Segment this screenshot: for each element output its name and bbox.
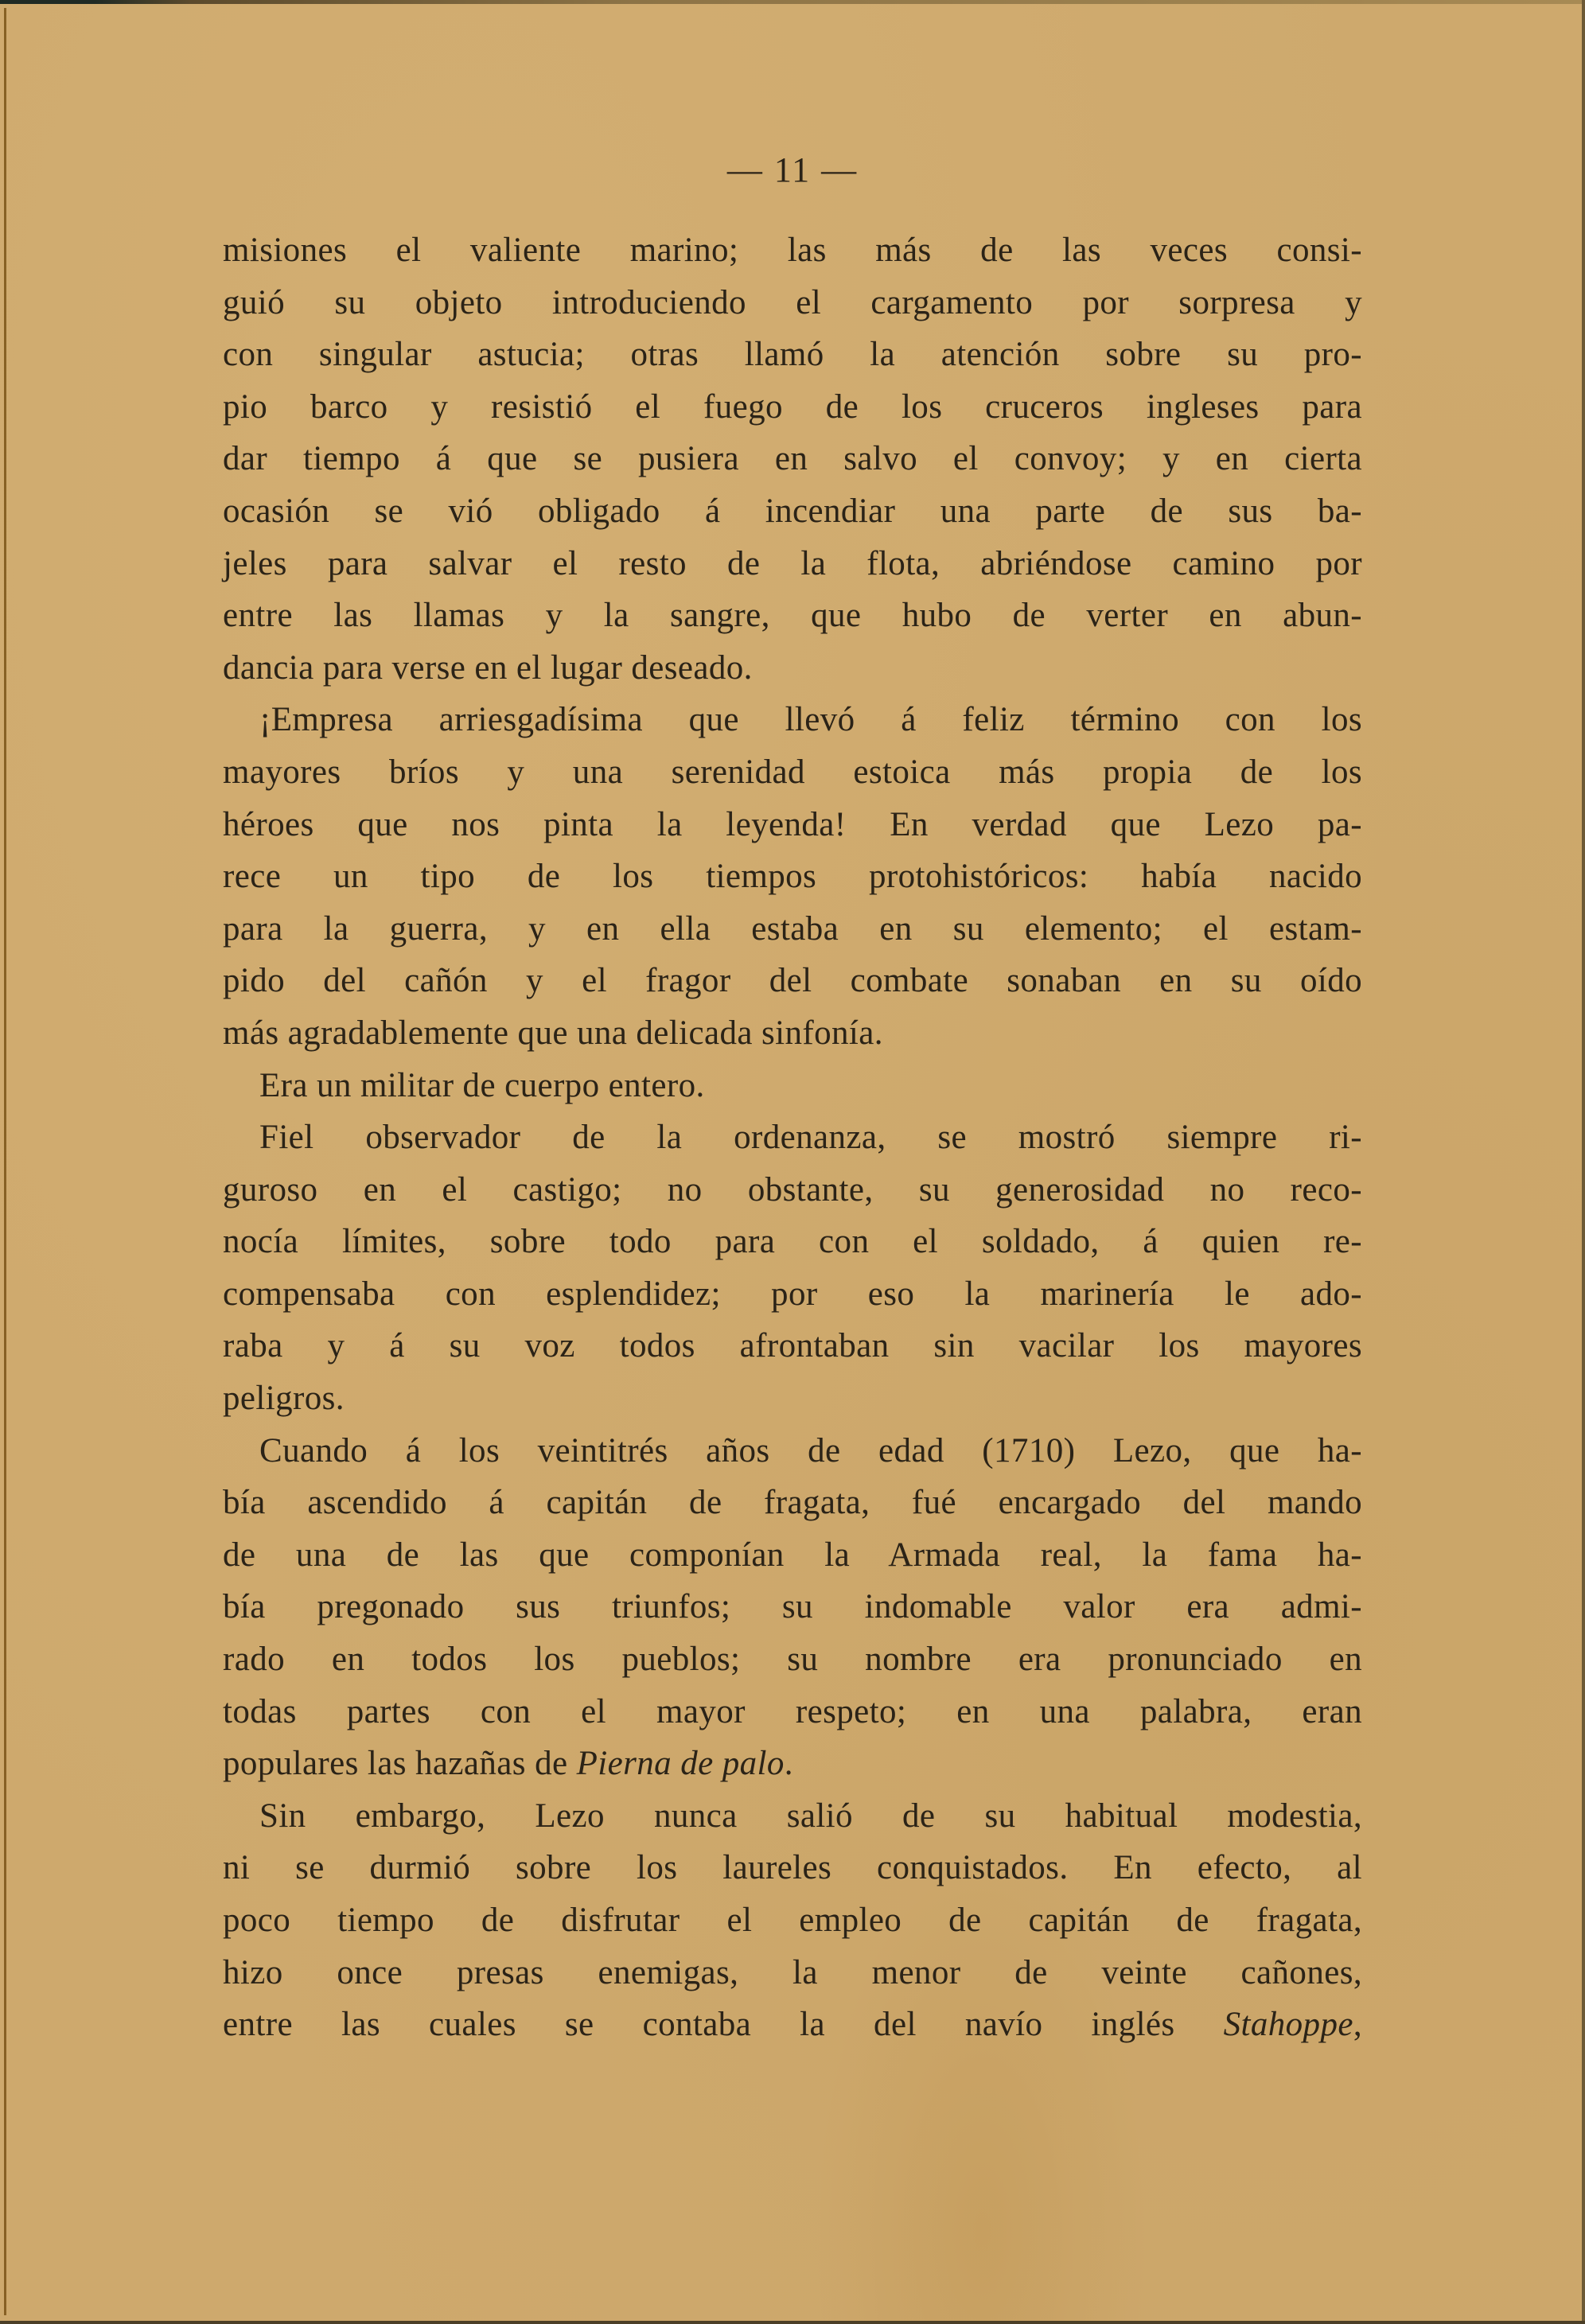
text-line-content: pio barco y resistió el fuego de los cruceros ingleses para [223,387,1362,426]
text-line [223,1111,1362,1164]
text-line [223,224,1362,277]
text-line [223,1842,1362,1894]
text-line-content: compensaba con esplendidez; por eso la marinería le ado- [223,1275,1362,1313]
text-line [223,1686,1362,1738]
punctuation: . [784,1745,793,1783]
text-line [223,1425,1362,1477]
italic-name: Pierna de palo [576,1745,785,1783]
text-line [223,1738,1362,1790]
text-line [223,1894,1362,1947]
text-line-content: ¡Empresa arriesgadísima que llevó á feliz término con los [259,701,1362,739]
text-line-content: ni se durmió sobre los laureles conquistados. En efecto, al [223,1849,1362,1887]
page-right-edge [1582,0,1585,2324]
text-line [223,1372,1362,1425]
text-line [223,1790,1362,1843]
text-line-content: nocía límites, sobre todo para con el soldado, á quien re- [223,1223,1362,1261]
page-number: — 11 — [726,150,859,189]
text-line-content: mayores bríos y una serenidad estoica más propia de los [223,753,1362,791]
text-line [223,1268,1362,1321]
text-line-content: poco tiempo de disfrutar el empleo de capitán de fragata, [223,1902,1362,1939]
text-line-content: pido del cañón y el fragor del combate sonaban en su oído [223,962,1362,1000]
text-line [223,1164,1362,1216]
text-line-content: bía pregonado sus triunfos; su indomable valor era admi- [223,1588,1362,1626]
page-bottom-edge [0,2321,1585,2324]
text-line [223,799,1362,851]
text-line-content: con singular astucia; otras llamó la atención sobre su pro- [223,336,1362,374]
text-line [223,381,1362,434]
text-line-content: guió su objeto introduciendo el cargamento por sorpresa y [223,283,1362,321]
text-line [223,1633,1362,1686]
text-line [223,903,1362,956]
text-line-content: bía ascendido á capitán de fragata, fué encargado del mando [223,1484,1362,1522]
text-line [223,277,1362,329]
text-line [223,1529,1362,1582]
text-line [223,851,1362,903]
page-top-edge [0,0,1585,4]
text-line [223,1320,1362,1372]
text-line [223,694,1362,746]
text-line [223,1060,1362,1112]
text-line-content: rado en todos los pueblos; su nombre era pronunciado en [223,1641,1362,1679]
text-line-content: todas partes con el mayor respeto; en una palabra, eran [223,1692,1362,1730]
text-line [223,746,1362,799]
text-line [223,1581,1362,1633]
text-line-content: más agradablemente que una delicada sinfonía. [223,1014,883,1052]
text-line-content: Era un militar de cuerpo entero. [259,1066,705,1104]
text-line-content: de una de las que componían la Armada real, la fama ha- [223,1536,1362,1574]
text-line-content: héroes que nos pinta la leyenda! En verdad que Lezo pa- [223,805,1362,843]
text-line [223,1947,1362,1999]
text-line-content: entre las cuales se contaba la del navío inglés [223,2006,1224,2044]
text-line-content: guroso en el castigo; no obstante, su generosidad no reco- [223,1170,1362,1209]
text-line [223,1007,1362,1060]
text-line-content: entre las llamas y la sangre, que hubo de verter en abun- [223,597,1362,635]
text-line-content: misiones el valiente marino; las más de las veces consi- [223,232,1362,269]
text-line-content: dancia para verse en el lugar deseado. [223,648,753,687]
text-line [223,590,1362,642]
text-line-content: hizo once presas enemigas, la menor de veinte cañones, [223,1953,1362,1991]
text-line-content: populares las hazañas de [223,1745,577,1783]
text-line [223,1216,1362,1268]
punctuation: , [1353,2006,1362,2044]
text-line-content: peligros. [223,1380,345,1418]
italic-name: Stahoppe [1223,2006,1353,2044]
text-line-content: jeles para salvar el resto de la flota, abriéndose camino por [223,544,1362,582]
text-line-content: rece un tipo de los tiempos protohistóricos: había nacido [223,858,1362,896]
body-text [223,224,1362,2051]
text-line [223,485,1362,538]
text-line [223,1999,1362,2051]
text-line-content: Sin embargo, Lezo nunca salió de su habitual modestia, [259,1797,1362,1835]
text-line-content: Fiel observador de la ordenanza, se mostró siempre ri- [259,1119,1362,1157]
text-line [223,538,1362,590]
binding-edge-line [4,8,6,2315]
text-line [223,642,1362,695]
text-line-content: raba y á su voz todos afrontaban sin vacilar los mayores [223,1327,1362,1365]
text-line [223,955,1362,1007]
text-line-content: ocasión se vió obligado á incendiar una parte de sus ba- [223,492,1362,530]
text-line-content: dar tiempo á que se pusiera en salvo el convoy; y en cierta [223,440,1362,478]
text-line-content: Cuando á los veintitrés años de edad (1710) Lezo, que ha- [259,1431,1362,1470]
text-line [223,329,1362,381]
text-line [223,433,1362,485]
text-line-content: para la guerra, y en ella estaba en su elemento; el estam- [223,909,1362,948]
text-line [223,1477,1362,1529]
